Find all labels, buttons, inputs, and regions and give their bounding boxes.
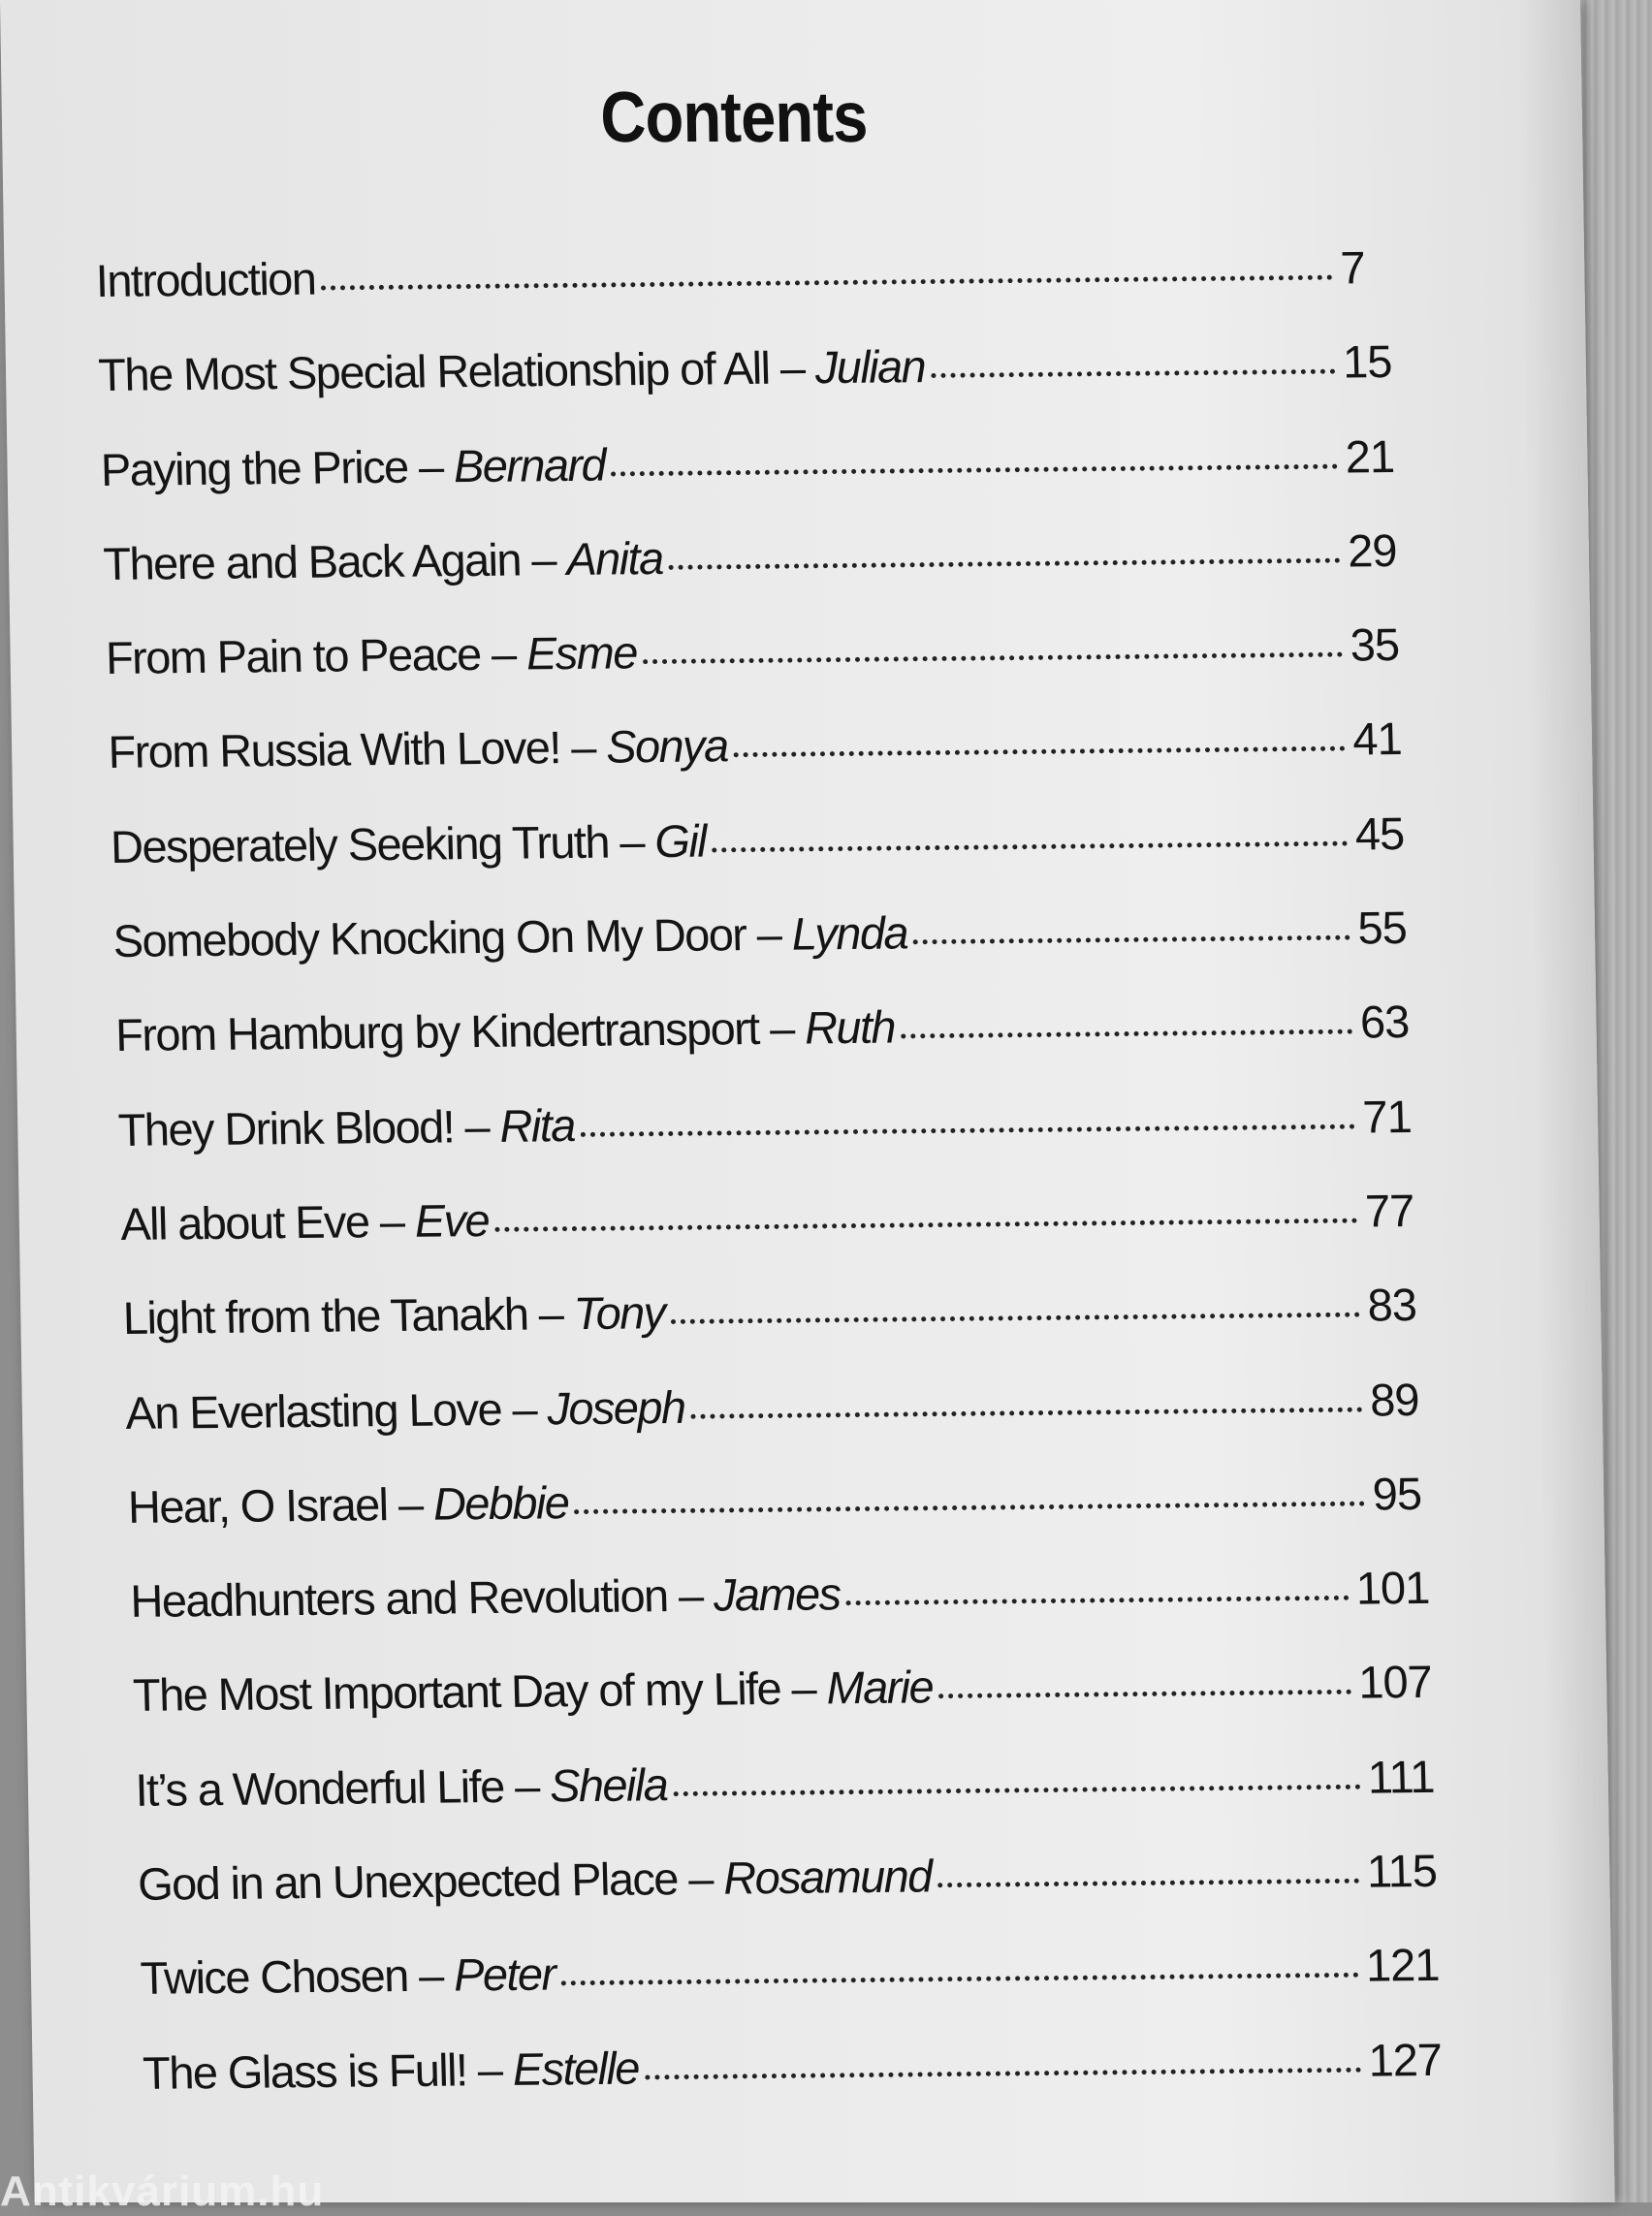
toc-entry xyxy=(100,429,1401,537)
toc-entry-text xyxy=(112,905,908,967)
page-number: 35 xyxy=(1350,618,1400,671)
chapter-title: Hear, O Israel xyxy=(127,1477,399,1533)
page-number: 63 xyxy=(1359,996,1410,1048)
chapter-author: Sonya xyxy=(605,719,729,774)
dot-leader xyxy=(846,1596,1350,1605)
toc-entry xyxy=(135,1750,1436,1857)
chapter-title: From Russia With Love! xyxy=(107,721,572,778)
page-number: 115 xyxy=(1366,1844,1438,1897)
dot-leader xyxy=(671,1313,1360,1324)
page-number: 121 xyxy=(1365,1939,1441,1992)
toc-entry-text xyxy=(122,1285,665,1345)
toc-entry xyxy=(112,901,1414,1008)
page-number: 83 xyxy=(1366,1279,1417,1331)
page-number: 71 xyxy=(1361,1090,1413,1143)
chapter-author: Estelle xyxy=(512,2042,640,2095)
chapter-author: Sheila xyxy=(549,1757,668,1812)
toc-entry xyxy=(105,617,1406,725)
chapter-title: Somebody Knocking On My Door xyxy=(111,908,758,967)
chapter-title: Introduction xyxy=(95,252,316,306)
chapter-author: Ruth xyxy=(804,1000,896,1054)
toc-entry-text xyxy=(108,719,728,779)
title-author-separator: – xyxy=(769,1001,806,1055)
toc-entry-text xyxy=(100,437,605,495)
title-author-separator: – xyxy=(530,532,568,586)
chapter-title: From Hamburg by Kindertransport xyxy=(114,1002,771,1061)
page-number: 7 xyxy=(1339,241,1366,294)
chapter-title: An Everlasting Love xyxy=(124,1382,514,1439)
toc-entry-text xyxy=(110,813,706,872)
chapter-title: The Most Important Day of my Life xyxy=(132,1662,793,1722)
dot-leader xyxy=(494,1219,1357,1232)
chapter-title: The Most Special Relationship of All xyxy=(97,341,781,401)
dot-leader xyxy=(938,1690,1350,1698)
toc-entry xyxy=(117,1090,1418,1197)
chapter-author: Esme xyxy=(525,626,638,680)
title-author-separator: – xyxy=(687,1852,724,1905)
chapter-author: Peter xyxy=(453,1947,556,2001)
dot-leader xyxy=(734,746,1346,758)
chapter-author: Gil xyxy=(653,814,707,867)
chapter-author: Marie xyxy=(825,1661,934,1714)
dot-leader xyxy=(643,652,1343,665)
title-author-separator: – xyxy=(379,1194,416,1248)
title-author-separator: – xyxy=(570,721,607,774)
chapter-title: There and Back Again xyxy=(102,533,533,589)
chapter-author: Debbie xyxy=(432,1476,569,1530)
page-number: 89 xyxy=(1369,1373,1420,1426)
toc-entry xyxy=(103,523,1404,631)
title-author-separator: – xyxy=(511,1381,549,1435)
toc-entry-text xyxy=(137,1849,932,1911)
page-number: 55 xyxy=(1356,902,1408,954)
page-number: 95 xyxy=(1371,1467,1422,1520)
chapter-title: They Drink Blood! xyxy=(117,1099,466,1155)
page-number: 107 xyxy=(1357,1656,1433,1709)
toc-entry xyxy=(132,1655,1433,1762)
toc-entry xyxy=(127,1467,1428,1574)
chapter-author: Rosamund xyxy=(722,1850,933,1904)
toc-entry-text xyxy=(127,1475,569,1534)
toc-entry-text xyxy=(130,1567,841,1628)
page-number: 21 xyxy=(1344,429,1395,483)
title-author-separator: – xyxy=(619,814,656,868)
title-author-separator: – xyxy=(463,1099,501,1152)
toc-entry-text xyxy=(125,1379,685,1439)
chapter-author: Anita xyxy=(565,531,664,585)
chapter-title: The Glass is Full! xyxy=(142,2042,479,2099)
title-author-separator: – xyxy=(418,439,455,492)
toc-entry xyxy=(140,1938,1441,2045)
page-title: Contents xyxy=(599,77,869,157)
toc-entry xyxy=(137,1844,1438,1951)
toc-entry-text xyxy=(135,1757,668,1817)
chapter-title: Light from the Tanakh xyxy=(122,1287,540,1345)
chapter-author: Lynda xyxy=(790,906,908,960)
title-author-separator: – xyxy=(678,1568,715,1622)
chapter-author: Bernard xyxy=(453,438,606,491)
chapter-author: Eve xyxy=(414,1193,490,1247)
chapter-title: All about Eve xyxy=(119,1195,381,1250)
page-number: 111 xyxy=(1367,1750,1435,1803)
toc-entry-text xyxy=(132,1661,933,1723)
chapter-title: It’s a Wonderful Life xyxy=(134,1759,516,1816)
toc-entry xyxy=(120,1184,1421,1291)
page-number: 29 xyxy=(1347,523,1398,577)
title-author-separator: – xyxy=(514,1759,551,1812)
toc-entry-text xyxy=(117,1098,575,1156)
dot-leader xyxy=(574,1501,1365,1514)
table-of-contents xyxy=(95,240,1444,2140)
dot-leader xyxy=(913,935,1350,945)
dot-leader xyxy=(561,1973,1359,1986)
toc-entry xyxy=(122,1278,1423,1385)
page-number: 45 xyxy=(1354,807,1405,860)
chapter-author: Rita xyxy=(498,1098,576,1152)
toc-entry xyxy=(130,1561,1431,1668)
dot-leader xyxy=(691,1407,1363,1418)
toc-entry xyxy=(98,334,1399,442)
page-number: 41 xyxy=(1351,712,1403,766)
toc-entry-text xyxy=(98,339,926,401)
toc-entry-text xyxy=(143,2041,640,2099)
chapter-title: God in an Unexpected Place xyxy=(137,1852,689,1910)
chapter-title: Twice Chosen xyxy=(139,1949,420,2005)
dot-leader xyxy=(321,275,1332,291)
dot-leader xyxy=(712,840,1348,852)
title-author-separator: – xyxy=(418,1948,455,2002)
toc-entry xyxy=(95,240,1396,348)
title-author-separator: – xyxy=(491,627,527,680)
chapter-title: Paying the Price xyxy=(100,440,420,495)
toc-entry-text xyxy=(120,1193,490,1250)
toc-entry xyxy=(108,712,1409,819)
chapter-author: Julian xyxy=(814,340,926,394)
page-number: 101 xyxy=(1355,1562,1430,1614)
dot-leader xyxy=(931,369,1335,378)
dot-leader xyxy=(669,558,1341,570)
toc-entry-text xyxy=(105,625,637,684)
dot-leader xyxy=(581,1124,1355,1136)
dot-leader xyxy=(673,1784,1360,1795)
title-author-separator: – xyxy=(477,2042,514,2095)
chapter-title: Desperately Seeking Truth xyxy=(110,815,621,872)
title-author-separator: – xyxy=(779,341,816,394)
page-number: 77 xyxy=(1364,1184,1414,1237)
chapter-author: James xyxy=(713,1567,842,1621)
dot-leader xyxy=(645,2067,1361,2079)
toc-entry xyxy=(110,807,1411,914)
dot-leader xyxy=(611,463,1338,476)
title-author-separator: – xyxy=(790,1662,828,1715)
title-author-separator: – xyxy=(538,1287,575,1340)
toc-entry-text xyxy=(140,1947,556,2005)
toc-entry xyxy=(114,995,1415,1102)
toc-entry-text xyxy=(103,531,663,590)
dot-leader xyxy=(901,1029,1352,1039)
dot-leader xyxy=(937,1879,1359,1888)
title-author-separator: – xyxy=(755,907,793,961)
toc-entry-text xyxy=(114,1000,895,1061)
chapter-title: Headhunters and Revolution xyxy=(129,1569,680,1628)
title-author-separator: – xyxy=(397,1477,434,1530)
toc-entry xyxy=(143,2033,1444,2140)
chapter-author: Tony xyxy=(573,1286,666,1340)
page-number: 15 xyxy=(1342,335,1393,388)
chapter-title: From Pain to Peace xyxy=(105,627,492,684)
watermark: Antikvárium.hu xyxy=(0,2168,325,2215)
toc-entry-text xyxy=(95,252,316,307)
chapter-author: Joseph xyxy=(546,1380,686,1434)
page-number: 127 xyxy=(1367,2033,1443,2086)
toc-entry xyxy=(125,1372,1426,1479)
